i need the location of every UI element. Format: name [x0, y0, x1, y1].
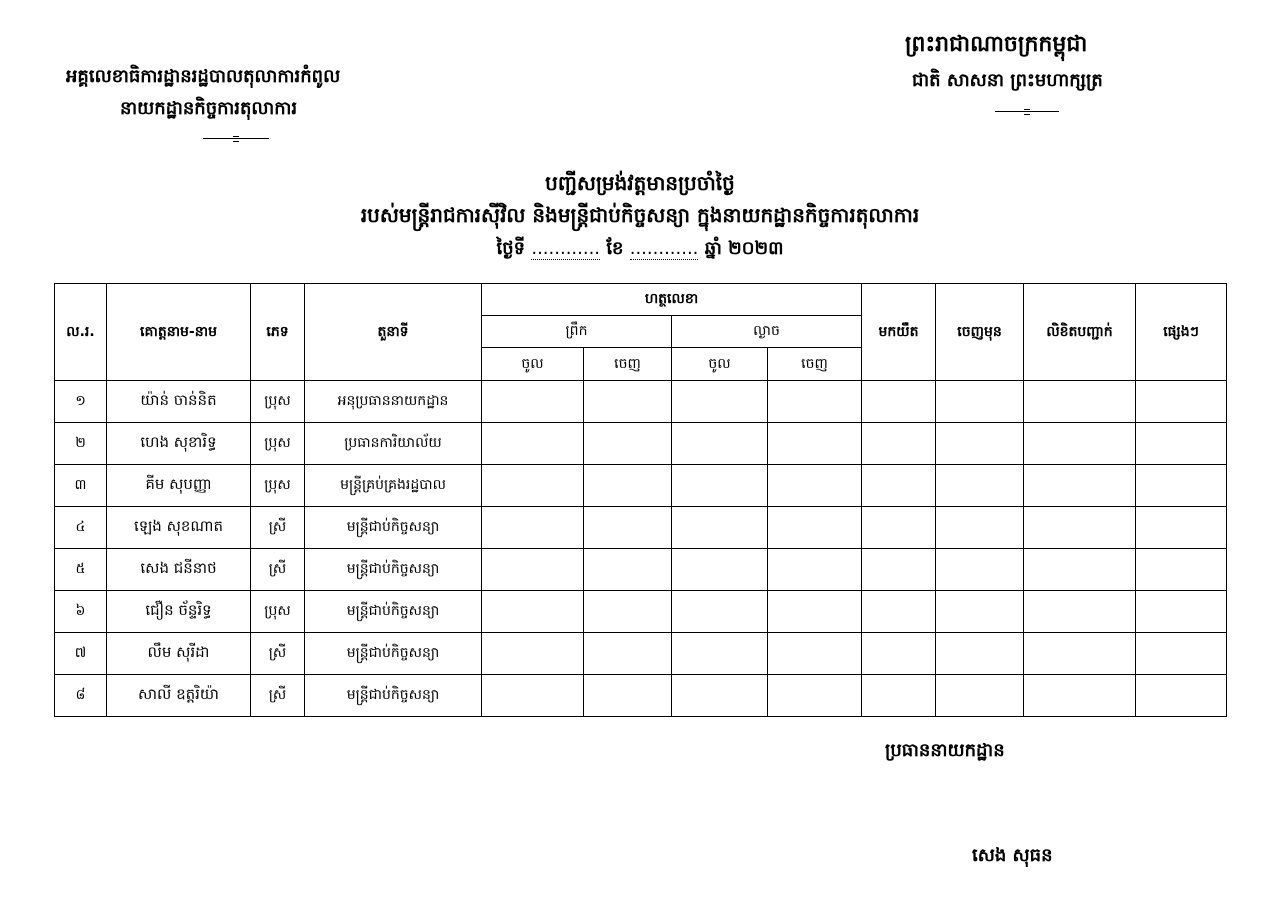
signer-title: ប្រធាននាយកដ្ឋាន — [885, 740, 1005, 761]
date-line — [0, 236, 1280, 263]
attendance-table — [54, 283, 1227, 717]
early-leave-cell[interactable] — [936, 549, 1024, 591]
table-row — [55, 633, 1227, 675]
late-cell[interactable] — [862, 675, 936, 717]
staff-name: គីម សុបញ្ញា — [107, 465, 251, 507]
staff-gender: ប្រុស — [251, 381, 305, 423]
late-cell[interactable] — [862, 549, 936, 591]
morning-in-cell[interactable] — [482, 381, 584, 423]
other-cell[interactable] — [1136, 423, 1227, 465]
early-leave-cell[interactable] — [936, 675, 1024, 717]
kingdom-title: ព្រះរាជាណាចក្រកម្ពុជា — [905, 32, 1088, 57]
header-name: គោត្តនាម-នាម — [107, 284, 251, 381]
early-leave-cell[interactable] — [936, 465, 1024, 507]
row-number: ៥ — [55, 549, 107, 591]
day-label: ថ្ងៃទី — [496, 238, 526, 259]
staff-name: យ៉ាន់ ចាន់និត — [107, 381, 251, 423]
afternoon-in-cell[interactable] — [672, 423, 768, 465]
document-title: បញ្ជីសម្រង់វត្តមានប្រចាំថ្ងៃ — [545, 171, 735, 195]
header-morning: ព្រឹក — [482, 316, 672, 348]
signer-name: សេង សុធន — [972, 845, 1053, 866]
day-blank[interactable]: ............ — [531, 238, 601, 259]
morning-in-cell[interactable] — [482, 591, 584, 633]
month-label: ខែ — [606, 238, 624, 259]
header-morning-in: ចូល — [482, 348, 584, 381]
staff-name: ជឿន ច័ន្ទរិទ្ធ — [107, 591, 251, 633]
staff-name: ឡេង សុខណាត — [107, 507, 251, 549]
early-leave-cell[interactable] — [936, 591, 1024, 633]
header-other: ផ្សេងៗ — [1136, 284, 1227, 381]
afternoon-out-cell[interactable] — [768, 675, 862, 717]
header-signature: ហត្ថលេខា — [482, 284, 862, 316]
morning-out-cell[interactable] — [584, 591, 672, 633]
table-row — [55, 675, 1227, 717]
other-cell[interactable] — [1136, 591, 1227, 633]
staff-role: មន្ត្រីជាប់កិច្ចសន្យា — [305, 591, 482, 633]
ornament-divider-left — [203, 138, 269, 139]
late-cell[interactable] — [862, 381, 936, 423]
morning-in-cell[interactable] — [482, 423, 584, 465]
afternoon-in-cell[interactable] — [672, 549, 768, 591]
morning-in-cell[interactable] — [482, 633, 584, 675]
afternoon-out-cell[interactable] — [768, 549, 862, 591]
late-cell[interactable] — [862, 465, 936, 507]
row-number: ២ — [55, 423, 107, 465]
year-value: ២០២៣ — [728, 238, 784, 259]
header-afternoon-out: ចេញ — [768, 348, 862, 381]
department-name: នាយកដ្ឋានកិច្ចការតុលាការ — [120, 98, 298, 119]
early-leave-cell[interactable] — [936, 633, 1024, 675]
late-cell[interactable] — [862, 423, 936, 465]
afternoon-in-cell[interactable] — [672, 381, 768, 423]
late-cell[interactable] — [862, 591, 936, 633]
morning-out-cell[interactable] — [584, 381, 672, 423]
afternoon-in-cell[interactable] — [672, 465, 768, 507]
row-number: ៨ — [55, 675, 107, 717]
header-role: តួនាទី — [305, 284, 482, 381]
written-proof-cell[interactable] — [1024, 381, 1136, 423]
afternoon-in-cell[interactable] — [672, 675, 768, 717]
row-number: ៣ — [55, 465, 107, 507]
afternoon-in-cell[interactable] — [672, 591, 768, 633]
afternoon-out-cell[interactable] — [768, 591, 862, 633]
afternoon-out-cell[interactable] — [768, 423, 862, 465]
morning-in-cell[interactable] — [482, 675, 584, 717]
table-row — [55, 591, 1227, 633]
year-label: ឆ្នាំ — [704, 238, 722, 259]
staff-gender: ប្រុស — [251, 423, 305, 465]
morning-out-cell[interactable] — [584, 675, 672, 717]
staff-name: សាលី ឧត្តរិយ៉ា — [107, 675, 251, 717]
header-morning-out: ចេញ — [584, 348, 672, 381]
written-proof-cell[interactable] — [1024, 465, 1136, 507]
staff-gender: ប្រុស — [251, 465, 305, 507]
row-number: ៧ — [55, 633, 107, 675]
header-afternoon: ល្ងាច — [672, 316, 862, 348]
ministry-name: អគ្គលេខាធិការដ្ឋានរដ្ឋបាលតុលាការកំពូល — [66, 66, 341, 87]
morning-in-cell[interactable] — [482, 465, 584, 507]
staff-role: មន្ត្រីជាប់កិច្ចសន្យា — [305, 633, 482, 675]
header-early-leave: ចេញមុន — [936, 284, 1024, 381]
late-cell[interactable] — [862, 633, 936, 675]
table-row — [55, 465, 1227, 507]
staff-gender: ប្រុស — [251, 591, 305, 633]
header-late: មកយឺត — [862, 284, 936, 381]
early-leave-cell[interactable] — [936, 381, 1024, 423]
other-cell[interactable] — [1136, 465, 1227, 507]
other-cell[interactable] — [1136, 633, 1227, 675]
other-cell[interactable] — [1136, 675, 1227, 717]
morning-out-cell[interactable] — [584, 633, 672, 675]
written-proof-cell[interactable] — [1024, 549, 1136, 591]
early-leave-cell[interactable] — [936, 507, 1024, 549]
staff-gender: ស្រី — [251, 549, 305, 591]
staff-role: មន្ត្រីគ្រប់គ្រងរដ្ឋបាល — [305, 465, 482, 507]
early-leave-cell[interactable] — [936, 423, 1024, 465]
month-blank[interactable]: ............ — [629, 238, 699, 259]
table-row — [55, 423, 1227, 465]
row-number: ៤ — [55, 507, 107, 549]
staff-name: លឹម សុរីដា — [107, 633, 251, 675]
written-proof-cell[interactable] — [1024, 591, 1136, 633]
staff-role: មន្ត្រីជាប់កិច្ចសន្យា — [305, 507, 482, 549]
staff-gender: ស្រី — [251, 633, 305, 675]
morning-in-cell[interactable] — [482, 549, 584, 591]
row-number: ៦ — [55, 591, 107, 633]
staff-role: ប្រធានការិយាល័យ — [305, 423, 482, 465]
morning-out-cell[interactable] — [584, 465, 672, 507]
written-proof-cell[interactable] — [1024, 633, 1136, 675]
header-gender: ភេទ — [251, 284, 305, 381]
header-no: ល.រ. — [55, 284, 107, 381]
staff-role: មន្ត្រីជាប់កិច្ចសន្យា — [305, 549, 482, 591]
table-row — [55, 381, 1227, 423]
morning-out-cell[interactable] — [584, 423, 672, 465]
afternoon-out-cell[interactable] — [768, 507, 862, 549]
other-cell[interactable] — [1136, 381, 1227, 423]
late-cell[interactable] — [862, 507, 936, 549]
document-subtitle: របស់មន្ត្រីរាជការស៊ីវិល និងមន្ត្រីជាប់កិច្ចសន្យា ក្នុងនាយកដ្ឋានកិច្ចការតុលាការ — [360, 203, 920, 227]
afternoon-out-cell[interactable] — [768, 633, 862, 675]
row-number: ១ — [55, 381, 107, 423]
staff-name: ហេង សុខារិទ្ធ — [107, 423, 251, 465]
staff-gender: ស្រី — [251, 675, 305, 717]
staff-role: អនុប្រធាននាយកដ្ឋាន — [305, 381, 482, 423]
staff-role: មន្ត្រីជាប់កិច្ចសន្យា — [305, 675, 482, 717]
staff-name: សេង ជនីនាថ — [107, 549, 251, 591]
afternoon-out-cell[interactable] — [768, 465, 862, 507]
header-afternoon-in: ចូល — [672, 348, 768, 381]
ornament-divider-right — [995, 111, 1059, 112]
morning-in-cell[interactable] — [482, 507, 584, 549]
written-proof-cell[interactable] — [1024, 675, 1136, 717]
written-proof-cell[interactable] — [1024, 507, 1136, 549]
national-motto: ជាតិ សាសនា ព្រះមហាក្សត្រ — [912, 70, 1103, 91]
afternoon-in-cell[interactable] — [672, 507, 768, 549]
other-cell[interactable] — [1136, 507, 1227, 549]
written-proof-cell[interactable] — [1024, 423, 1136, 465]
table-row — [55, 507, 1227, 549]
morning-out-cell[interactable] — [584, 507, 672, 549]
staff-gender: ស្រី — [251, 507, 305, 549]
table-row — [55, 549, 1227, 591]
morning-out-cell[interactable] — [584, 549, 672, 591]
afternoon-in-cell[interactable] — [672, 633, 768, 675]
header-written-proof: លិខិតបញ្ជាក់ — [1024, 284, 1136, 381]
afternoon-out-cell[interactable] — [768, 381, 862, 423]
other-cell[interactable] — [1136, 549, 1227, 591]
